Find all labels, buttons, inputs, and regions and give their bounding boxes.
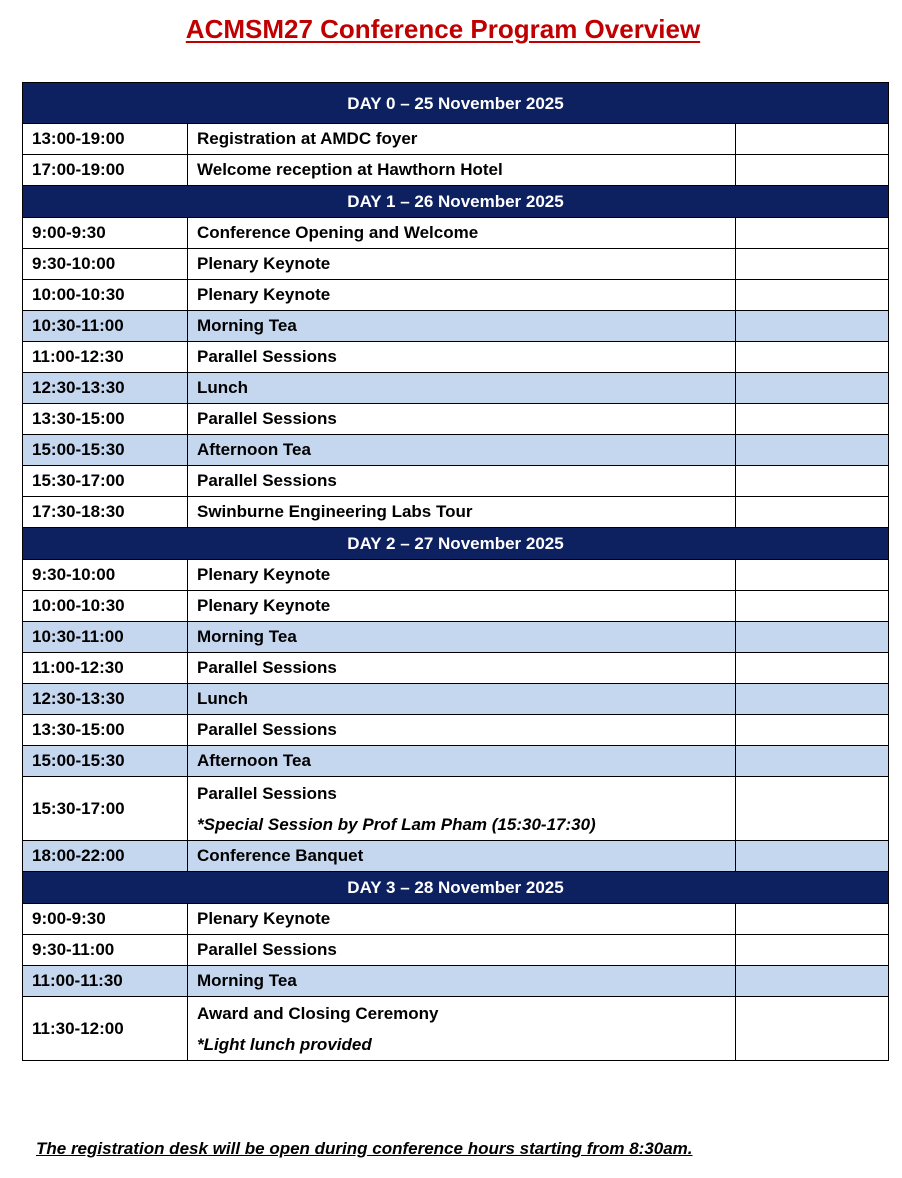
time-cell: 11:00-11:30 <box>23 966 188 997</box>
notes-cell <box>736 560 889 591</box>
time-cell: 11:00-12:30 <box>23 342 188 373</box>
notes-cell <box>736 466 889 497</box>
event-cell: Plenary Keynote <box>188 249 736 280</box>
schedule-row <box>23 966 889 997</box>
event-cell: Plenary Keynote <box>188 560 736 591</box>
event-cell: Parallel Sessions <box>188 653 736 684</box>
time-cell: 9:00-9:30 <box>23 218 188 249</box>
time-cell: 17:30-18:30 <box>23 497 188 528</box>
time-cell: 15:00-15:30 <box>23 435 188 466</box>
day-header-row <box>23 872 889 904</box>
schedule-row <box>23 622 889 653</box>
schedule-row <box>23 497 889 528</box>
notes-cell <box>736 249 889 280</box>
day-header-row <box>23 186 889 218</box>
notes-cell <box>736 591 889 622</box>
schedule-row <box>23 777 889 841</box>
time-cell: 13:30-15:00 <box>23 715 188 746</box>
event-cell: Parallel Sessions <box>188 715 736 746</box>
notes-cell <box>736 404 889 435</box>
day-heading: DAY 0 – 25 November 2025 <box>23 83 889 124</box>
schedule-row <box>23 653 889 684</box>
time-cell: 13:00-19:00 <box>23 124 188 155</box>
time-cell: 11:30-12:00 <box>23 997 188 1061</box>
notes-cell <box>736 746 889 777</box>
time-cell: 18:00-22:00 <box>23 841 188 872</box>
schedule-row <box>23 684 889 715</box>
event-cell: Morning Tea <box>188 622 736 653</box>
notes-cell <box>736 124 889 155</box>
schedule-row <box>23 997 889 1061</box>
notes-cell <box>736 841 889 872</box>
schedule-row <box>23 342 889 373</box>
event-cell: Plenary Keynote <box>188 280 736 311</box>
notes-cell <box>736 280 889 311</box>
schedule-row <box>23 904 889 935</box>
time-cell: 9:30-10:00 <box>23 249 188 280</box>
schedule-row <box>23 715 889 746</box>
notes-cell <box>736 966 889 997</box>
schedule-row <box>23 466 889 497</box>
event-note: *Special Session by Prof Lam Pham (15:30-17:30) <box>197 814 596 834</box>
time-cell: 10:00-10:30 <box>23 591 188 622</box>
event-cell: Swinburne Engineering Labs Tour <box>188 497 736 528</box>
notes-cell <box>736 715 889 746</box>
notes-cell <box>736 935 889 966</box>
day-heading: DAY 3 – 28 November 2025 <box>23 872 889 904</box>
notes-cell <box>736 684 889 715</box>
event-cell <box>188 997 736 1061</box>
event-cell: Morning Tea <box>188 966 736 997</box>
event-cell: Welcome reception at Hawthorn Hotel <box>188 155 736 186</box>
page-title: ACMSM27 Conference Program Overview <box>185 14 701 44</box>
event-cell: Lunch <box>188 684 736 715</box>
schedule-row <box>23 218 889 249</box>
schedule-row <box>23 746 889 777</box>
time-cell: 11:00-12:30 <box>23 653 188 684</box>
event-note: *Light lunch provided <box>197 1034 372 1054</box>
time-cell: 15:30-17:00 <box>23 466 188 497</box>
notes-cell <box>736 497 889 528</box>
event-cell: Parallel Sessions <box>188 342 736 373</box>
event-cell: Parallel Sessions <box>188 466 736 497</box>
program-table-body <box>23 83 889 1061</box>
notes-cell <box>736 622 889 653</box>
notes-cell <box>736 311 889 342</box>
event-cell: Plenary Keynote <box>188 904 736 935</box>
day-heading: DAY 2 – 27 November 2025 <box>23 528 889 560</box>
schedule-row <box>23 124 889 155</box>
notes-cell <box>736 155 889 186</box>
event-cell: Parallel Sessions <box>188 935 736 966</box>
event-title: Award and Closing Ceremony <box>197 1003 439 1023</box>
notes-cell <box>736 218 889 249</box>
event-cell: Parallel Sessions <box>188 404 736 435</box>
schedule-row <box>23 249 889 280</box>
day-header-row <box>23 83 889 124</box>
event-cell: Lunch <box>188 373 736 404</box>
day-header-row <box>23 528 889 560</box>
event-title: Parallel Sessions <box>197 783 337 803</box>
event-cell: Afternoon Tea <box>188 746 736 777</box>
schedule-row <box>23 280 889 311</box>
time-cell: 12:30-13:30 <box>23 373 188 404</box>
schedule-row <box>23 404 889 435</box>
schedule-row <box>23 435 889 466</box>
time-cell: 12:30-13:30 <box>23 684 188 715</box>
day-heading: DAY 1 – 26 November 2025 <box>23 186 889 218</box>
schedule-row <box>23 373 889 404</box>
time-cell: 10:30-11:00 <box>23 311 188 342</box>
notes-cell <box>736 777 889 841</box>
notes-cell <box>736 373 889 404</box>
time-cell: 15:00-15:30 <box>23 746 188 777</box>
time-cell: 10:30-11:00 <box>23 622 188 653</box>
event-cell: Conference Banquet <box>188 841 736 872</box>
event-cell: Morning Tea <box>188 311 736 342</box>
time-cell: 9:30-10:00 <box>23 560 188 591</box>
time-cell: 15:30-17:00 <box>23 777 188 841</box>
time-cell: 17:00-19:00 <box>23 155 188 186</box>
time-cell: 10:00-10:30 <box>23 280 188 311</box>
event-cell: Afternoon Tea <box>188 435 736 466</box>
registration-note: The registration desk will be open during conference hours starting from 8:30am. <box>36 1139 693 1158</box>
notes-cell <box>736 997 889 1061</box>
notes-cell <box>736 342 889 373</box>
schedule-row <box>23 311 889 342</box>
program-table <box>22 82 889 1061</box>
notes-cell <box>736 653 889 684</box>
schedule-row <box>23 935 889 966</box>
notes-cell <box>736 435 889 466</box>
time-cell: 9:30-11:00 <box>23 935 188 966</box>
time-cell: 13:30-15:00 <box>23 404 188 435</box>
schedule-row <box>23 155 889 186</box>
time-cell: 9:00-9:30 <box>23 904 188 935</box>
event-cell: Plenary Keynote <box>188 591 736 622</box>
event-cell <box>188 777 736 841</box>
schedule-row <box>23 841 889 872</box>
event-cell: Registration at AMDC foyer <box>188 124 736 155</box>
notes-cell <box>736 904 889 935</box>
schedule-row <box>23 591 889 622</box>
schedule-row <box>23 560 889 591</box>
event-cell: Conference Opening and Welcome <box>188 218 736 249</box>
